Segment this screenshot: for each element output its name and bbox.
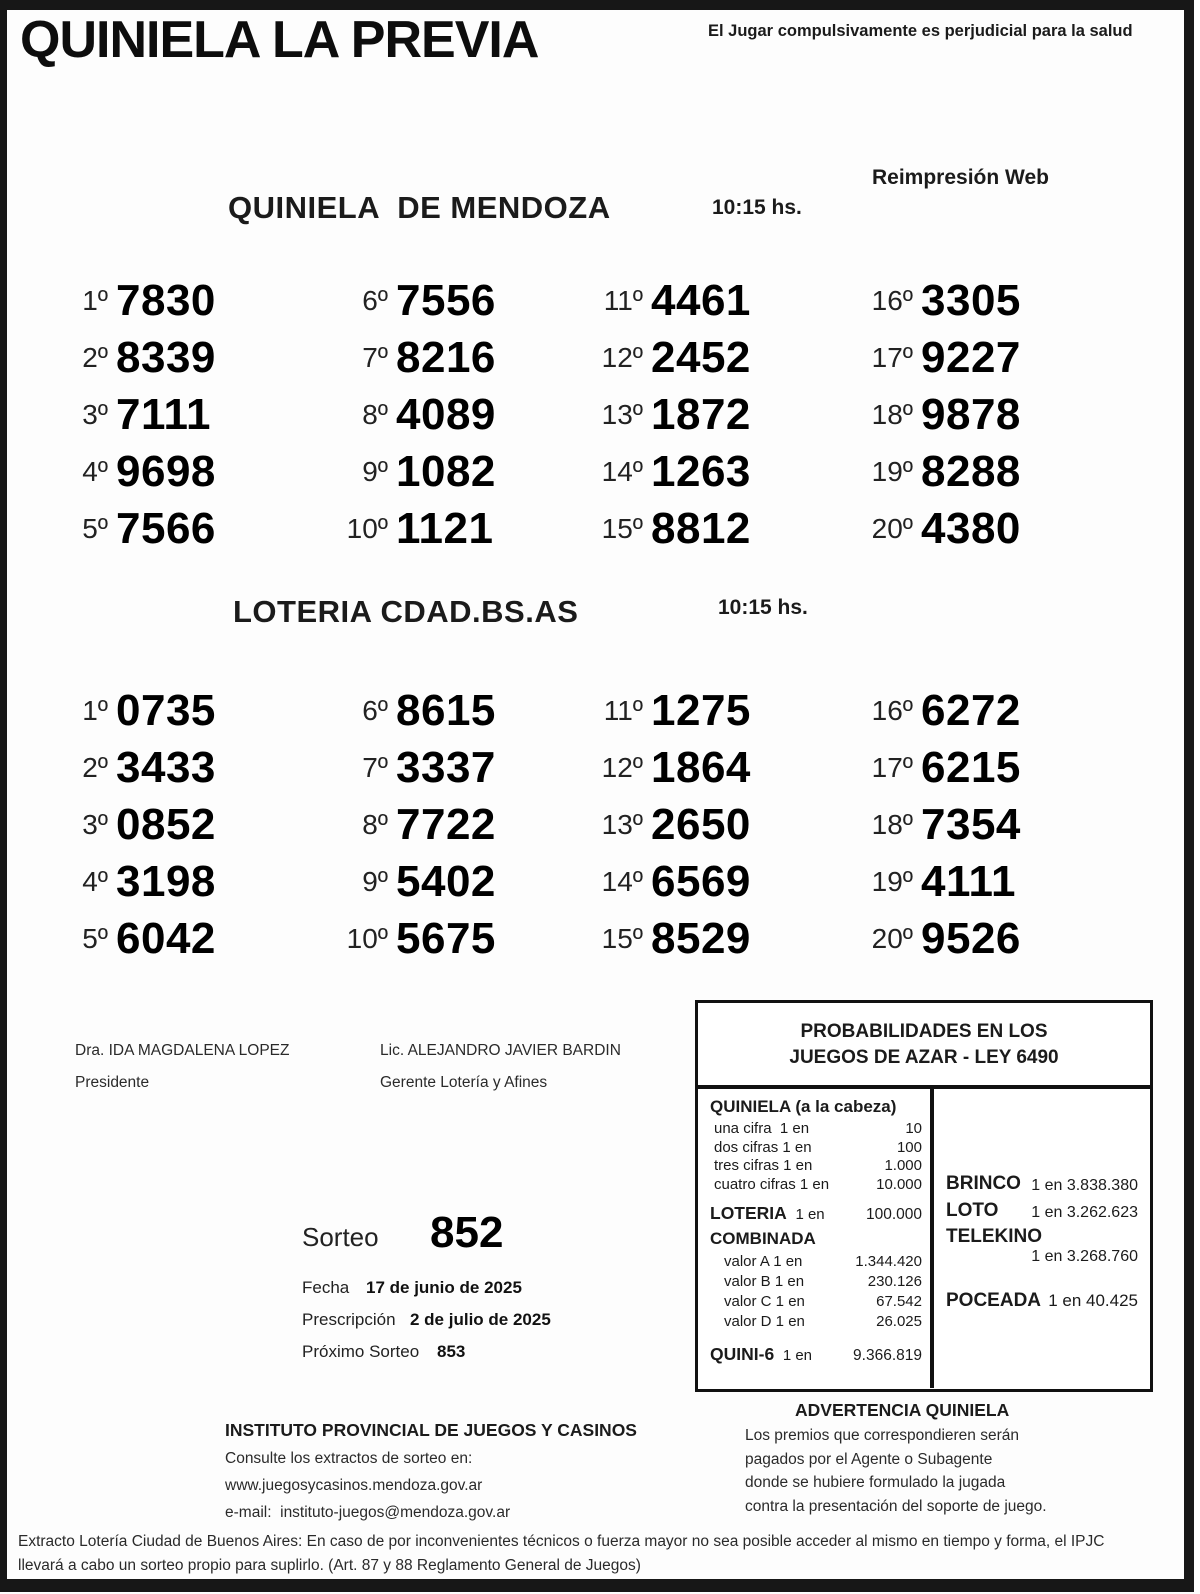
health-warning-text: El Jugar compulsivamente es perjudicial para la salud [708, 22, 1133, 40]
result-cell [60, 853, 216, 910]
advertencia-line: contra la presentación del soporte de juego. [745, 1497, 1047, 1515]
prescripcion-label: Prescripción [302, 1310, 396, 1329]
probabilities-body [698, 1089, 1150, 1388]
result-position: 13º [601, 808, 643, 840]
game-name: TELEKINO [946, 1226, 1043, 1247]
probability-label: una cifra 1 en [714, 1120, 810, 1137]
quini6-odds-mid: 1 en [782, 1347, 813, 1364]
result-cell [595, 272, 751, 329]
reprint-web-label: Reimpresión Web [872, 166, 1049, 189]
result-position: 18º [871, 398, 913, 430]
result-cell [865, 500, 1021, 557]
result-position: 19º [871, 865, 913, 897]
game-odds-poceada [946, 1290, 1138, 1312]
results-column [595, 272, 751, 557]
result-position: 15º [601, 922, 643, 954]
results-grid-bsas [60, 682, 1150, 970]
probability-value: 230.126 [867, 1273, 922, 1290]
probability-row [710, 1157, 922, 1176]
result-position: 9º [362, 865, 388, 897]
result-position: 11º [603, 284, 643, 316]
probability-value: 26.025 [876, 1313, 922, 1330]
game-odds-value: 1 en 3.268.760 [1031, 1248, 1138, 1265]
result-cell [60, 272, 216, 329]
institute-email: e-mail: instituto-juegos@mendoza.gov.ar [225, 1504, 511, 1521]
result-position: 17º [871, 341, 913, 373]
result-cell [340, 272, 496, 329]
probability-value: 1.000 [884, 1157, 922, 1174]
result-cell [340, 682, 496, 739]
combinada-odds-heading: COMBINADA [710, 1229, 816, 1248]
game-odds-value: 1 en 3.262.623 [1031, 1204, 1138, 1221]
probability-row [710, 1139, 922, 1158]
result-number: 7566 [116, 503, 216, 553]
result-number: 4111 [921, 856, 1017, 906]
result-number: 4089 [396, 389, 496, 439]
result-cell [595, 796, 751, 853]
result-cell [340, 443, 496, 500]
result-position: 6º [362, 694, 388, 726]
probability-label: valor B 1 en [724, 1273, 805, 1290]
results-column [60, 272, 216, 557]
probabilities-left-column [698, 1089, 934, 1388]
result-cell [60, 386, 216, 443]
advertencia-text [745, 1424, 1047, 1518]
result-number: 2452 [651, 332, 751, 382]
probability-label: valor C 1 en [724, 1293, 805, 1310]
probability-value: 10.000 [876, 1175, 922, 1193]
game-odds-brinco [946, 1173, 1138, 1195]
result-number: 0852 [116, 799, 216, 849]
result-cell [60, 796, 216, 853]
game-name: BRINCO [946, 1173, 1021, 1194]
result-position: 19º [871, 455, 913, 487]
result-number: 7722 [396, 799, 496, 849]
result-number: 5675 [396, 913, 496, 963]
result-cell [340, 500, 496, 557]
advertencia-line: pagados por el Agente o Subagente [745, 1450, 993, 1468]
combinada-odds-rows [710, 1252, 922, 1332]
result-cell [595, 682, 751, 739]
result-number: 9526 [921, 913, 1021, 963]
result-number: 6215 [921, 742, 1021, 792]
result-cell [595, 910, 751, 967]
quini6-odds-row [710, 1344, 922, 1365]
result-position: 16º [871, 694, 913, 726]
result-position: 20º [871, 922, 913, 954]
result-position: 13º [601, 398, 643, 430]
probabilities-header [698, 1003, 1150, 1089]
result-number: 9227 [921, 332, 1021, 382]
result-position: 3º [82, 808, 108, 840]
result-position: 1º [82, 284, 108, 316]
result-position: 14º [601, 455, 643, 487]
result-cell [340, 853, 496, 910]
probability-label: tres cifras 1 en [714, 1157, 813, 1174]
result-number: 5402 [396, 856, 496, 906]
result-number: 3433 [116, 742, 216, 792]
result-number: 6272 [921, 685, 1021, 735]
result-position: 16º [871, 284, 913, 316]
result-position: 3º [82, 398, 108, 430]
probability-row [710, 1120, 922, 1139]
probabilities-box [695, 1000, 1153, 1392]
sorteo-number: 852 [430, 1208, 504, 1257]
result-cell [865, 739, 1021, 796]
institute-name: INSTITUTO PROVINCIAL DE JUEGOS Y CASINOS [225, 1420, 637, 1440]
loteria-odds-value: 100.000 [865, 1206, 922, 1223]
result-position: 11º [603, 694, 643, 726]
quiniela-odds-rows [710, 1120, 922, 1194]
result-cell [340, 796, 496, 853]
result-number: 8339 [116, 332, 216, 382]
result-number: 7556 [396, 275, 496, 325]
result-cell [595, 853, 751, 910]
probability-row [710, 1312, 922, 1332]
draw-time-bsas: 10:15 hs. [718, 596, 808, 619]
loteria-odds-label: LOTERIA [710, 1203, 787, 1223]
result-cell [60, 443, 216, 500]
quini6-odds-label: QUINI-6 [710, 1344, 775, 1364]
page-title: QUINIELA LA PREVIA [20, 11, 539, 69]
result-position: 7º [362, 341, 388, 373]
probability-label: cuatro cifras 1 en [714, 1175, 830, 1193]
probability-row [710, 1252, 922, 1272]
loteria-odds-row [710, 1203, 922, 1224]
result-position: 5º [82, 922, 108, 954]
result-number: 8615 [396, 685, 496, 735]
probability-value: 1.344.420 [855, 1253, 922, 1270]
result-position: 6º [362, 284, 388, 316]
result-cell [595, 329, 751, 386]
result-position: 14º [601, 865, 643, 897]
result-number: 8288 [921, 446, 1021, 496]
result-cell [595, 739, 751, 796]
probability-label: dos cifras 1 en [714, 1138, 812, 1156]
result-number: 1275 [651, 685, 751, 735]
fecha-label: Fecha [302, 1278, 350, 1297]
result-position: 2º [82, 751, 108, 783]
result-cell [60, 739, 216, 796]
result-position: 12º [601, 341, 643, 373]
draw-title-bsas: LOTERIA CDAD.BS.AS [233, 594, 579, 629]
result-position: 18º [871, 808, 913, 840]
game-odds-value: 1 en 40.425 [1048, 1291, 1138, 1310]
result-number: 6042 [116, 913, 216, 963]
result-number: 3198 [116, 856, 216, 906]
draw-title-mendoza: QUINIELA DE MENDOZA [228, 190, 611, 225]
results-column [865, 682, 1021, 967]
results-column [340, 682, 496, 967]
result-number: 8812 [651, 503, 751, 553]
result-position: 10º [346, 512, 388, 544]
probability-row [710, 1272, 922, 1292]
footer-legal-text: Extracto Lotería Ciudad de Buenos Aires: En caso de por inconvenientes técnicos o fuerza mayor no sea posible acceder al mismo en tiempo y forma, el IPJC llevará a cabo un sorteo propio para suplirlo. (Art. 87 y 88 Reglamento General de Juegos) [18, 1533, 1105, 1574]
draw-time-mendoza: 10:15 hs. [712, 196, 802, 219]
institute-website: www.juegosycasinos.mendoza.gov.ar [225, 1477, 483, 1494]
institute-consult-line: Consulte los extractos de sorteo en: [225, 1450, 473, 1467]
result-cell [340, 739, 496, 796]
results-column [595, 682, 751, 967]
results-column [60, 682, 216, 967]
result-position: 8º [362, 808, 388, 840]
proximo-sorteo-value: 853 [437, 1342, 466, 1361]
result-number: 8529 [651, 913, 751, 963]
result-number: 7830 [116, 275, 216, 325]
result-position: 10º [346, 922, 388, 954]
game-odds-loto [946, 1200, 1138, 1222]
result-cell [595, 443, 751, 500]
quini6-odds-value: 9.366.819 [853, 1347, 922, 1364]
official-role-president: Presidente [75, 1074, 150, 1091]
result-number: 6569 [651, 856, 751, 906]
result-number: 9878 [921, 389, 1021, 439]
result-position: 1º [82, 694, 108, 726]
result-position: 20º [871, 512, 913, 544]
result-number: 3337 [396, 742, 496, 792]
result-number: 9698 [116, 446, 216, 496]
result-cell [340, 329, 496, 386]
advertencia-line: donde se hubiere formulado la jugada [745, 1474, 1006, 1491]
result-position: 7º [362, 751, 388, 783]
result-number: 1082 [396, 446, 496, 496]
result-cell [865, 853, 1021, 910]
probability-label: valor D 1 en [724, 1313, 805, 1330]
result-number: 8216 [396, 332, 496, 382]
result-cell [60, 682, 216, 739]
advertencia-title: ADVERTENCIA QUINIELA [795, 1400, 1010, 1420]
game-name: LOTO [946, 1200, 999, 1221]
game-odds-telekino [946, 1226, 1138, 1266]
result-cell [865, 386, 1021, 443]
result-cell [865, 443, 1021, 500]
results-column [865, 272, 1021, 557]
probability-label: valor A 1 en [724, 1253, 803, 1270]
result-cell [595, 386, 751, 443]
result-number: 3305 [921, 275, 1021, 325]
probability-value: 100 [896, 1138, 922, 1156]
result-position: 4º [82, 455, 108, 487]
probabilities-title-line2: JUEGOS DE AZAR - LEY 6490 [789, 1047, 1059, 1068]
probability-row [710, 1176, 922, 1195]
result-cell [340, 386, 496, 443]
result-number: 4380 [921, 503, 1021, 553]
result-position: 9º [362, 455, 388, 487]
probability-value: 67.542 [876, 1293, 922, 1310]
results-grid-mendoza [60, 272, 1150, 560]
result-number: 2650 [651, 799, 751, 849]
prescripcion-value: 2 de julio de 2025 [410, 1310, 551, 1329]
result-cell [60, 500, 216, 557]
probabilities-right-column [934, 1089, 1150, 1388]
result-position: 5º [82, 512, 108, 544]
sorteo-label: Sorteo [302, 1222, 379, 1252]
loteria-odds-mid: 1 en [795, 1206, 825, 1223]
game-odds-value: 1 en 3.838.380 [1031, 1177, 1138, 1194]
official-role-manager: Gerente Lotería y Afines [380, 1074, 548, 1091]
result-number: 1864 [651, 742, 751, 792]
result-number: 4461 [651, 275, 751, 325]
result-cell [865, 682, 1021, 739]
result-number: 7354 [921, 799, 1021, 849]
result-position: 2º [82, 341, 108, 373]
official-name-president: Dra. IDA MAGDALENA LOPEZ [75, 1042, 290, 1059]
result-number: 1121 [396, 503, 494, 553]
result-cell [865, 272, 1021, 329]
results-column [340, 272, 496, 557]
probability-row [710, 1292, 922, 1312]
result-cell [340, 910, 496, 967]
game-name: POCEADA [946, 1290, 1042, 1311]
result-position: 12º [601, 751, 643, 783]
result-position: 4º [82, 865, 108, 897]
result-position: 8º [362, 398, 388, 430]
result-number: 0735 [116, 685, 216, 735]
result-number: 1263 [651, 446, 751, 496]
probability-value: 10 [905, 1120, 922, 1137]
result-cell [60, 329, 216, 386]
quiniela-odds-heading: QUINIELA (a la cabeza) [710, 1097, 897, 1116]
result-cell [865, 329, 1021, 386]
result-position: 17º [871, 751, 913, 783]
result-number: 1872 [651, 389, 751, 439]
result-cell [595, 500, 751, 557]
proximo-sorteo-label: Próximo Sorteo [302, 1342, 420, 1361]
result-cell [865, 796, 1021, 853]
fecha-value: 17 de junio de 2025 [366, 1278, 522, 1297]
result-cell [60, 910, 216, 967]
result-cell [865, 910, 1021, 967]
result-number: 7111 [116, 389, 212, 439]
official-name-manager: Lic. ALEJANDRO JAVIER BARDIN [380, 1042, 621, 1059]
advertencia-line: Los premios que correspondieren serán [745, 1427, 1019, 1444]
probabilities-title-line1: PROBABILIDADES EN LOS [800, 1021, 1048, 1042]
result-position: 15º [601, 512, 643, 544]
